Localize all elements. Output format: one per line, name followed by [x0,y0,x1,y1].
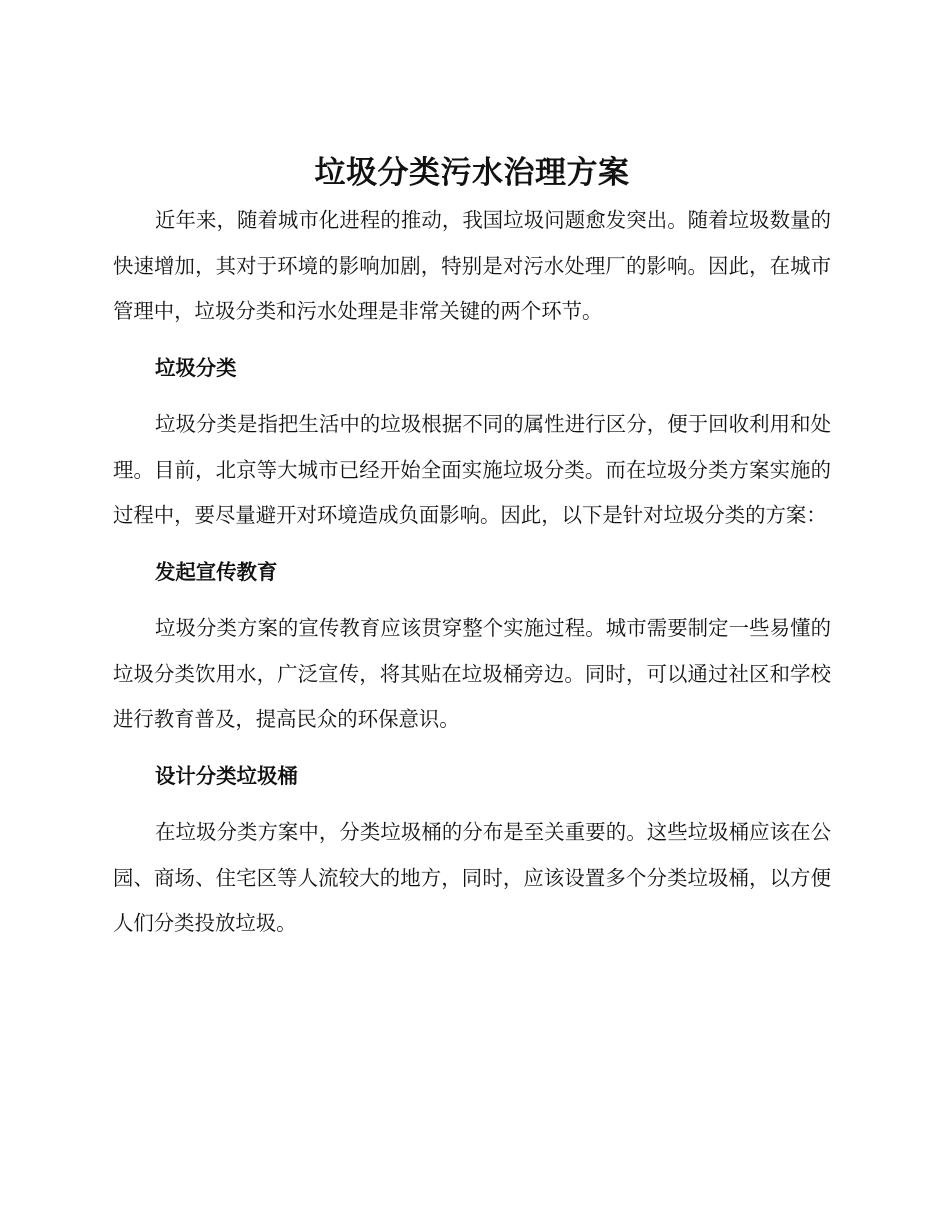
document-content [113,152,831,947]
section-body-design-bins: 在垃圾分类方案中，分类垃圾桶的分布是至关重要的。这些垃圾桶应该在公园、商场、住宅区等人流较大的地方，同时，应该设置多个分类垃圾桶，以方便人们分类投放垃圾。 [113,820,831,935]
section-heading-publicity-education: 发起宣传教育 [155,559,278,584]
document-title: 垃圾分类污水治理方案 [314,155,630,191]
section-heading-design-bins: 设计分类垃圾桶 [155,763,298,788]
section-body-garbage-classification: 垃圾分类是指把生活中的垃圾根据不同的属性进行区分，便于回收利用和处理。目前，北京等大城市已经开始全面实施垃圾分类。而在垃圾分类方案实施的过程中，要尽量避开对环境造成负面影响。因此，以下是针对垃圾分类的方案： [113,412,831,527]
section-body-publicity-education: 垃圾分类方案的宣传教育应该贯穿整个实施过程。城市需要制定一些易懂的垃圾分类饮用水，广泛宣传，将其贴在垃圾桶旁边。同时，可以通过社区和学校进行教育普及，提高民众的环保意识。 [113,616,831,731]
section-heading-garbage-classification: 垃圾分类 [155,355,237,380]
intro-paragraph: 近年来，随着城市化进程的推动，我国垃圾问题愈发突出。随着垃圾数量的快速增加，其对于环境的影响加剧，特别是对污水处理厂的影响。因此，在城市管理中，垃圾分类和污水处理是非常关键的两个环节。 [113,208,831,323]
